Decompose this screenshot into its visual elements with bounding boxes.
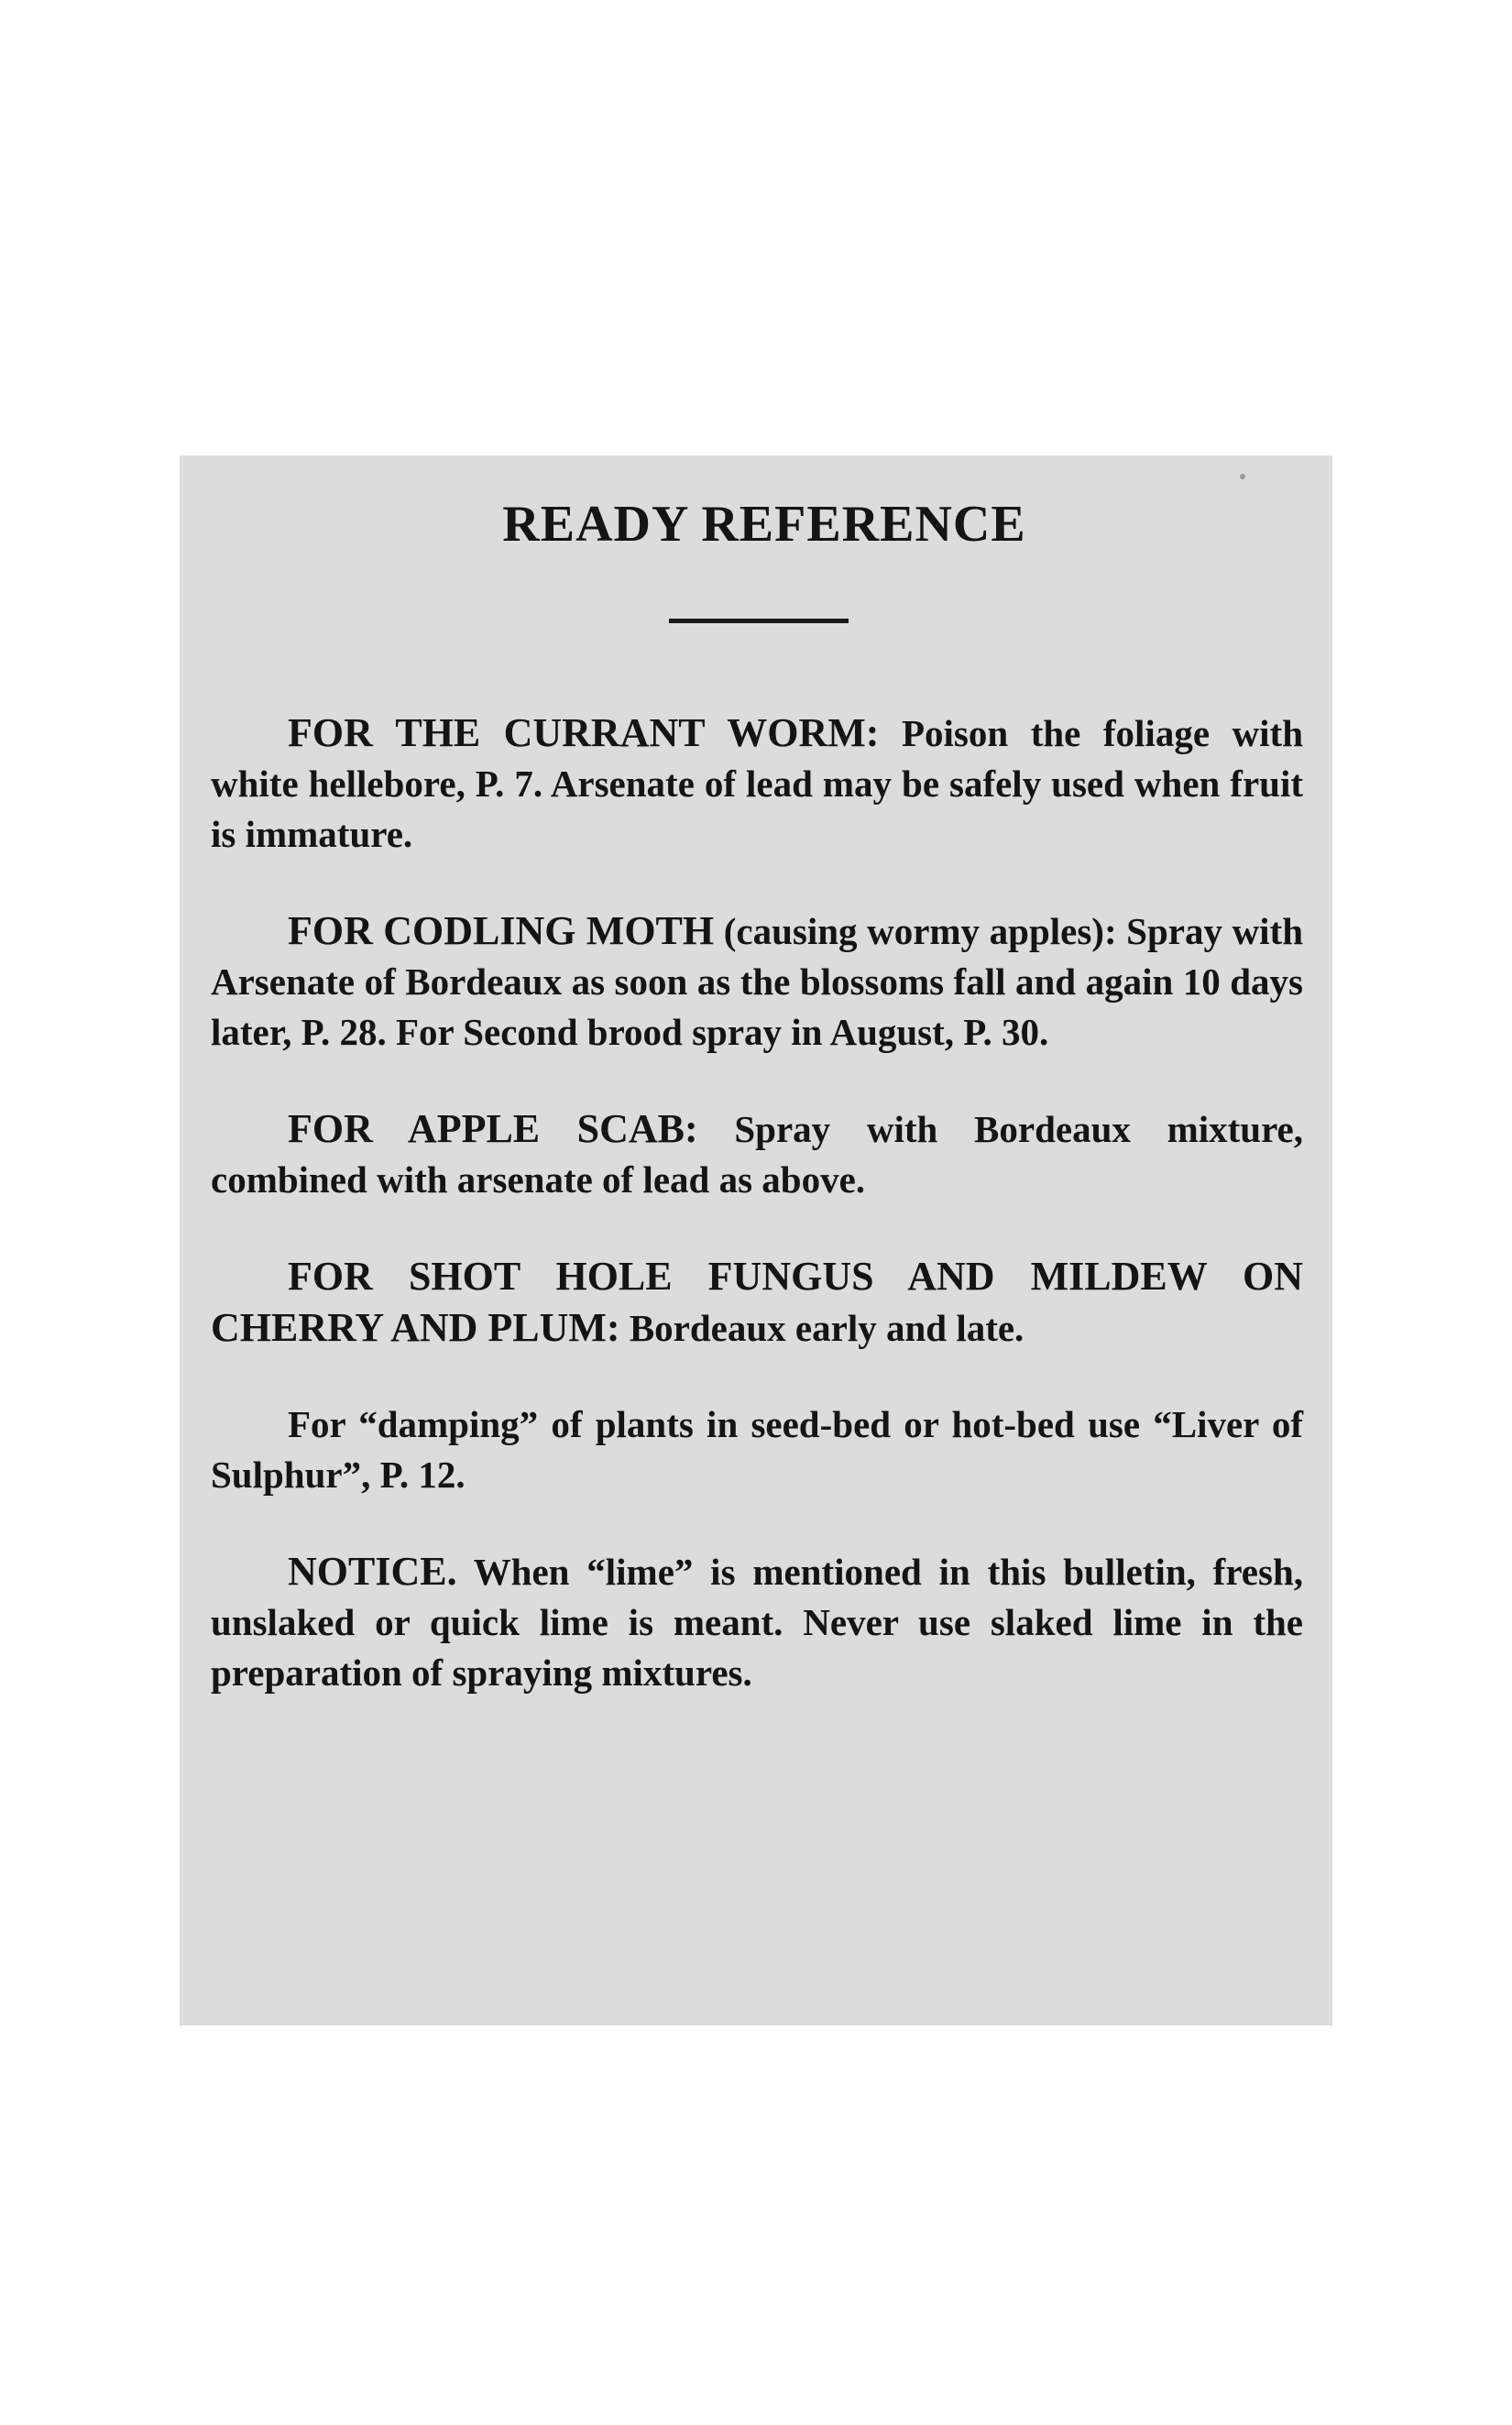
- entry-codling-moth: [211, 905, 1303, 1058]
- reference-entries: [211, 708, 1303, 1698]
- entry-lead: FOR APPLE SCAB:: [288, 1106, 698, 1151]
- scan-speck: [1240, 474, 1245, 479]
- entry-text: When “lime” is mentioned in this bulletin, fresh, unslaked or quick lime is meant. Never use slaked lime in the preparation of spraying mixtures.: [211, 1551, 1303, 1694]
- entry-damping: [211, 1399, 1303, 1500]
- entry-lead: FOR CODLING MOTH: [288, 908, 715, 953]
- entry-lead: FOR SHOT HOLE FUNGUS AND MILDEW ON CHERRY AND PLUM:: [211, 1254, 1303, 1350]
- entry-lead: NOTICE.: [288, 1549, 457, 1594]
- entry-lead: FOR THE CURRANT WORM:: [288, 710, 880, 755]
- entry-shot-hole-fungus: [211, 1251, 1303, 1354]
- entry-text: Bordeaux early and late.: [629, 1307, 1024, 1349]
- entry-text: Poison the foliage with white hellebore, P. 7. Arsenate of lead may be safely used when fruit is immature.: [211, 712, 1303, 855]
- entry-text: (causing wormy apples): Spray with Arsenate of Bordeaux as soon as the blossoms fall and again 10 days later, P. 28. For Second brood spray in August, P. 30.: [211, 910, 1304, 1053]
- entry-notice: [211, 1546, 1303, 1698]
- entry-text: Spray with Bordeaux mixture, combined with arsenate of lead as above.: [211, 1108, 1303, 1201]
- page-title: READY REFERENCE: [502, 496, 1026, 553]
- entry-apple-scab: [211, 1103, 1303, 1205]
- scanned-page: [180, 455, 1332, 2025]
- entry-text: For “damping” of plants in seed-bed or hot-bed use “Liver of Sulphur”, P. 12.: [211, 1403, 1303, 1496]
- entry-currant-worm: [211, 708, 1303, 860]
- title-rule: [669, 619, 849, 623]
